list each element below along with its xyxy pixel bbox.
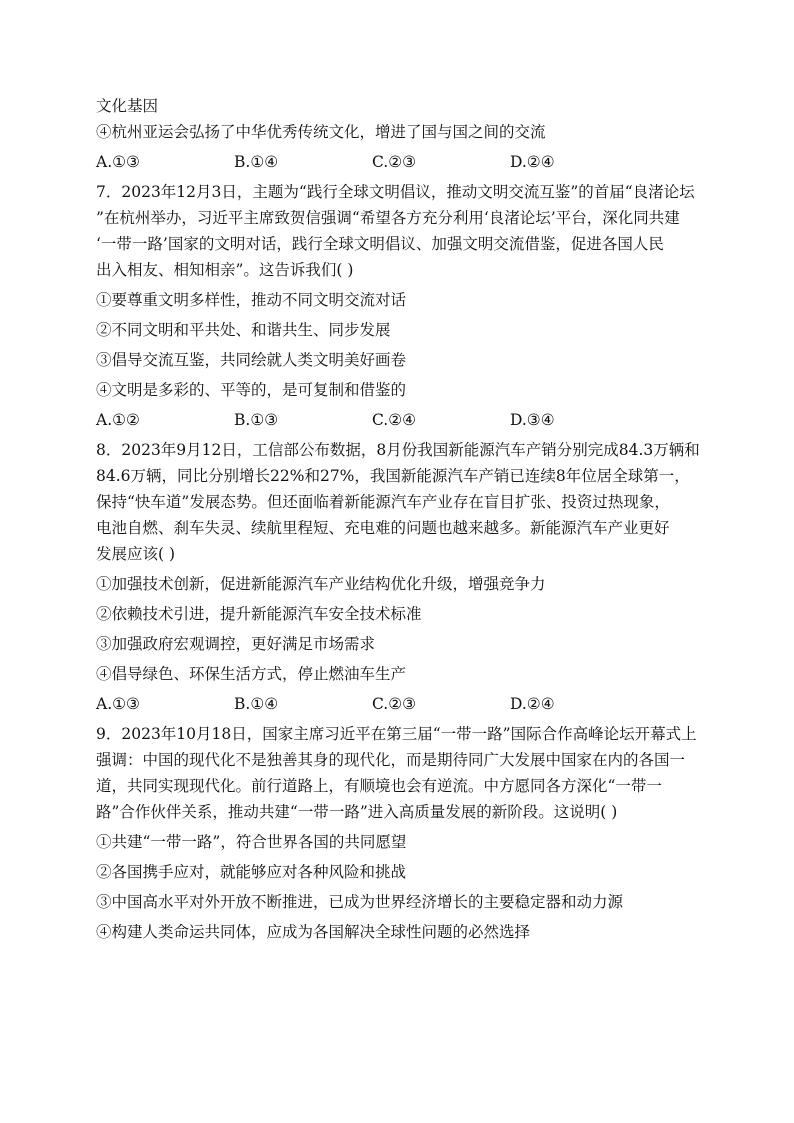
question-9-option-1: ①共建“一带一路”，符合世界各国的共同愿望 (96, 833, 407, 851)
question-8-option-2: ②依赖技术引进，提升新能源汽车安全技术标准 (96, 605, 422, 623)
question-7-stem-line: ”在杭州举办，习近平主席致贺信强调“希望各方充分利用‘良渚论坛’平台，深化同共建 (96, 209, 680, 227)
question-6-option-4: ④杭州亚运会弘扬了中华优秀传统文化，增进了国与国之间的交流 (96, 123, 546, 141)
choice-a: A.①③ (96, 153, 140, 171)
choice-d: D.③④ (510, 411, 555, 429)
question-8-option-1: ①加强技术创新，促进新能源汽车产业结构优化升级，增强竞争力 (96, 575, 546, 593)
question-7-stem-line: 出入相友、相知相亲”。这告诉我们( ) (96, 261, 354, 279)
question-8-choices (96, 694, 700, 714)
choice-b: B.①④ (234, 695, 279, 713)
question-9-option-3: ③中国高水平对外开放不断推进，已成为世界经济增长的主要稳定器和动力源 (96, 893, 624, 911)
choice-c: C.②④ (372, 411, 417, 429)
question-8-option-4: ④倡导绿色、环保生活方式，停止燃油车生产 (96, 665, 407, 683)
question-7-option-3: ③倡导交流互鉴，共同绘就人类文明美好画卷 (96, 351, 407, 369)
question-7-option-2: ②不同文明和平共处、和谐共生、同步发展 (96, 321, 391, 339)
choice-c: C.②③ (372, 695, 417, 713)
question-9-stem-line: 道，共同实现现代化。前行道路上，有顺境也会有逆流。中方愿同各方深化“一带一 (96, 777, 662, 795)
choice-d: D.②④ (510, 153, 555, 171)
question-8-stem-line: 发展应该( ) (96, 545, 176, 563)
exam-page (96, 96, 700, 942)
question-9-stem-line: 强调：中国的现代化不是独善其身的现代化，而是期待同广大发展中国家在内的各国一 (96, 751, 686, 769)
question-7-stem-line: 7．2023年12月3日，主题为“践行全球文明倡议，推动文明交流互鉴”的首届“良渚论坛 (96, 183, 695, 201)
question-8-stem-line: 8．2023年9月12日，工信部公布数据，8月份我国新能源汽车产销分别完成84.3万辆和 (96, 441, 700, 459)
question-7-stem-line: ‘一带一路’国家的文明对话，践行全球文明倡议、加强文明交流借鉴，促进各国人民 (96, 235, 664, 253)
question-8-stem-line: 保持“快车道”发展态势。但还面临着新能源汽车产业存在盲目扩张、投资过热现象， (96, 493, 670, 511)
question-7-option-4: ④文明是多彩的、平等的，是可复制和借鉴的 (96, 381, 407, 399)
question-8-option-3: ③加强政府宏观调控，更好满足市场需求 (96, 635, 376, 653)
choice-d: D.②④ (510, 695, 555, 713)
question-8-stem-line: 84.6万辆，同比分别增长22%和27%，我国新能源汽车产销已连续8年位居全球第一， (96, 467, 690, 485)
choice-a: A.①② (96, 411, 140, 429)
question-8-stem-line: 电池自燃、刹车失灵、续航里程短、充电难的问题也越来越多。新能源汽车产业更好 (96, 519, 670, 537)
question-6-continuation: 文化基因 (96, 97, 159, 115)
question-7-option-1: ①要尊重文明多样性，推动不同文明交流对话 (96, 291, 407, 309)
question-6-choices (96, 152, 700, 172)
question-7-choices (96, 410, 700, 430)
choice-b: B.①③ (234, 411, 279, 429)
question-9-stem-line: 9．2023年10月18日，国家主席习近平在第三届“一带一路”国际合作高峰论坛开幕式上 (96, 725, 697, 743)
question-9-option-4: ④构建人类命运共同体，应成为各国解决全球性问题的必然选择 (96, 923, 531, 941)
question-9-option-2: ②各国携手应对，就能够应对各种风险和挑战 (96, 863, 407, 881)
choice-b: B.①④ (234, 153, 279, 171)
choice-c: C.②③ (372, 153, 417, 171)
choice-a: A.①③ (96, 695, 140, 713)
question-9-stem-line: 路”合作伙伴关系，推动共建“一带一路”进入高质量发展的新阶段。这说明( ) (96, 803, 618, 821)
